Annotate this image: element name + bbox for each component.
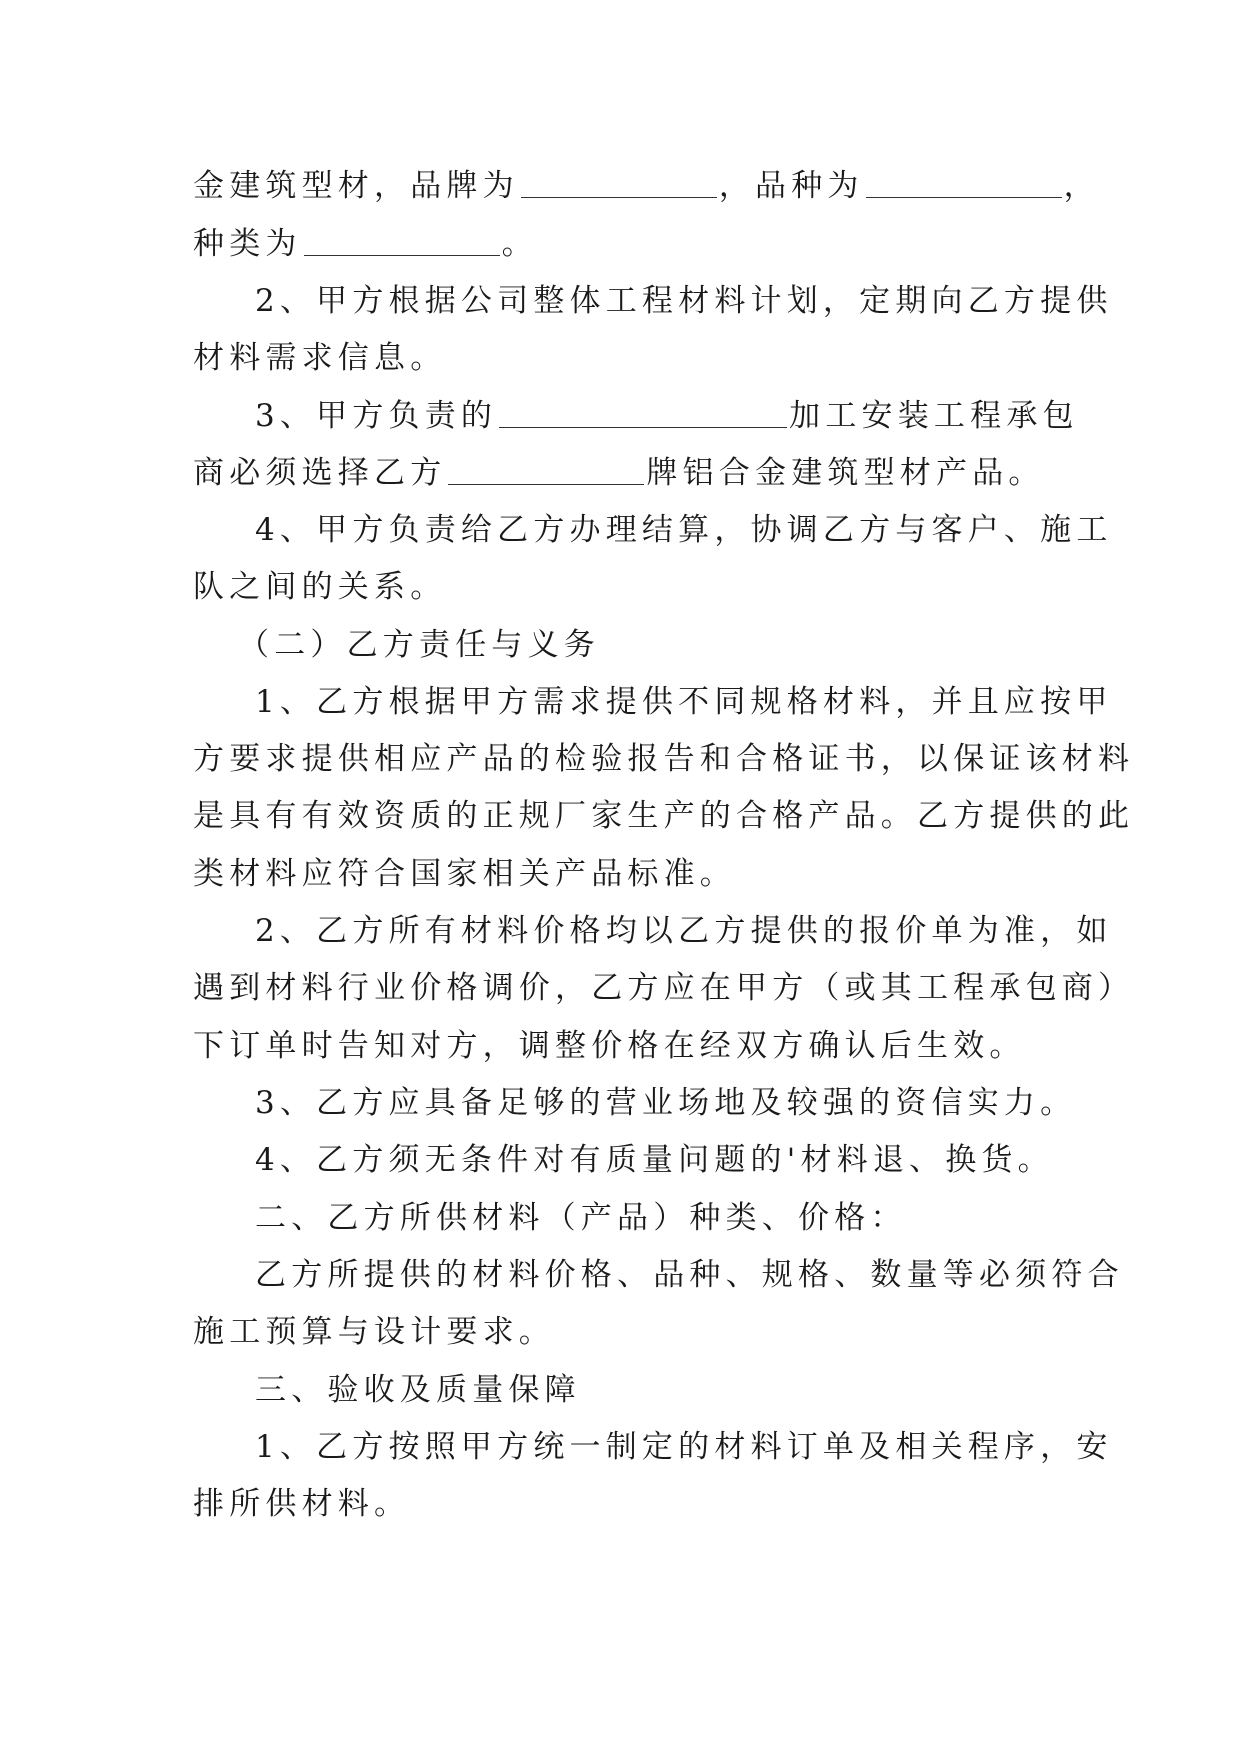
type-blank-field	[304, 227, 500, 256]
text-line: 遇到材料行业价格调价，乙方应在甲方（或其工程承包商）	[193, 970, 1135, 1006]
text-segment: 3、甲方负责的	[255, 398, 498, 434]
text-segment: 商必须选择乙方	[193, 455, 447, 491]
paragraph-start	[255, 386, 1135, 446]
text-line: 施工预算与设计要求。	[193, 1314, 555, 1350]
text-segment: 种类为	[193, 226, 302, 262]
text-line: 下订单时告知对方，调整价格在经双方确认后生效。	[193, 1028, 1026, 1064]
text-line: 是具有有效资质的正规厂家生产的合格产品。乙方提供的此	[193, 798, 1135, 834]
paragraph-start: 乙方所提供的材料价格、品种、规格、数量等必须符合	[255, 1257, 1124, 1293]
section-heading: （二）乙方责任与义务	[238, 627, 600, 663]
text-segment: 牌铝合金建筑型材产品。	[646, 455, 1045, 491]
text-line: 队之间的关系。	[193, 569, 447, 605]
text-line: 排所供材料。	[193, 1486, 411, 1522]
text-segment: 。	[501, 226, 538, 262]
text-segment: 金建筑型材，品牌为	[193, 168, 519, 204]
text-line: 类材料应符合国家相关产品标准。	[193, 856, 736, 892]
paragraph-start: 1、乙方按照甲方统一制定的材料订单及相关程序，安	[255, 1429, 1113, 1465]
paragraph-start: 2、甲方根据公司整体工程材料计划，定期向乙方提供	[255, 283, 1113, 319]
text-segment: 加工安装工程承包	[789, 398, 1079, 434]
text-line: 方要求提供相应产品的检验报告和合格证书，以保证该材料	[193, 741, 1135, 777]
text-line	[193, 443, 1073, 503]
brand-name-blank-field	[448, 456, 644, 485]
text-line	[193, 156, 1100, 216]
paragraph-start: 4、甲方负责给乙方办理结算，协调乙方与客户、施工	[255, 512, 1113, 548]
paragraph-start: 4、乙方须无条件对有质量问题的'材料退、换货。	[255, 1142, 1054, 1178]
text-segment: ，品种为	[718, 168, 864, 204]
text-line	[193, 214, 1073, 274]
text-line: 材料需求信息。	[193, 340, 447, 376]
paragraph-start: 2、乙方所有材料价格均以乙方提供的报价单为准，如	[255, 913, 1113, 949]
paragraph-start: 1、乙方根据甲方需求提供不同规格材料，并且应按甲	[255, 684, 1113, 720]
brand-blank-field	[521, 169, 717, 198]
section-heading: 三、验收及质量保障	[255, 1372, 581, 1408]
variety-blank-field	[866, 169, 1062, 198]
section-heading: 二、乙方所供材料（产品）种类、价格：	[255, 1200, 907, 1236]
project-blank-field	[499, 399, 787, 428]
text-segment: ，	[1063, 168, 1100, 204]
paragraph-start: 3、乙方应具备足够的营业场地及较强的资信实力。	[255, 1085, 1077, 1121]
